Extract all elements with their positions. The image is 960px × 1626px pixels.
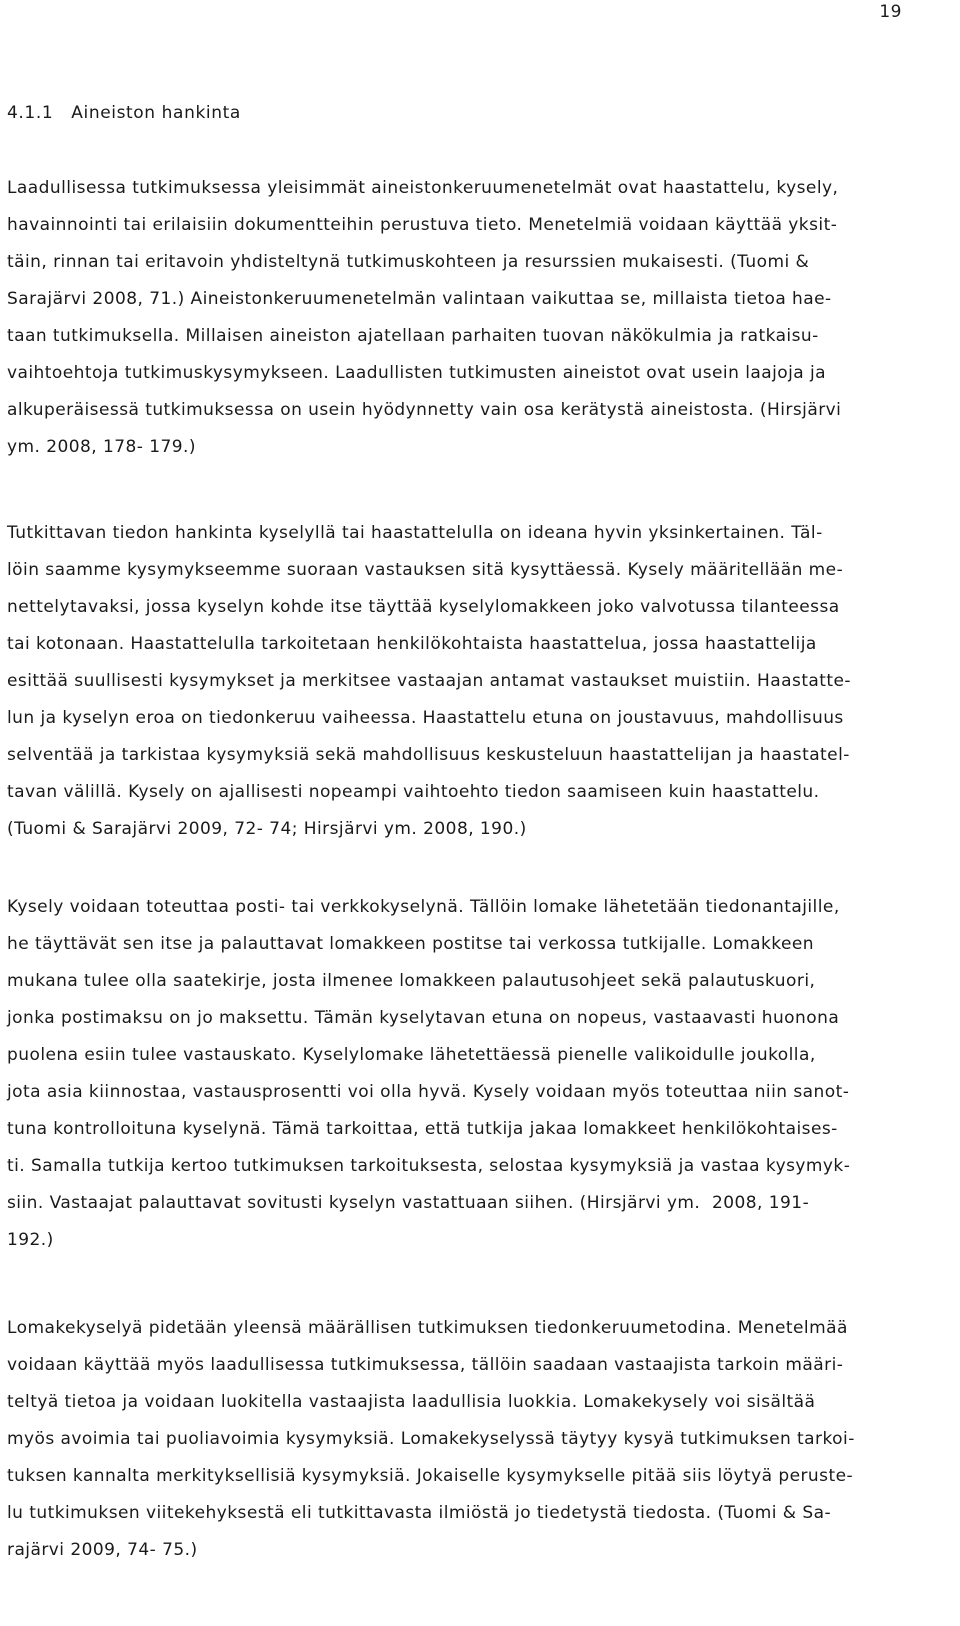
text-line: Kysely voidaan toteuttaa posti- tai verkkokyselynä. Tällöin lomake lähetetään tiedonantajille, (7, 897, 840, 917)
text-line: he täyttävät sen itse ja palauttavat lomakkeen postitse tai verkossa tutkijalle. Lomakkeen (7, 934, 814, 954)
text-line: tavan välillä. Kysely on ajallisesti nopeampi vaihtoehto tiedon saamiseen kuin haastattelu. (7, 782, 820, 802)
text-line: puolena esiin tulee vastauskato. Kyselylomake lähetettäessä pienelle valikoidulle joukolla, (7, 1045, 816, 1065)
text-line: selventää ja tarkistaa kysymyksiä sekä mahdollisuus keskusteluun haastattelijan ja haastatel- (7, 745, 850, 765)
text-line: ti. Samalla tutkija kertoo tutkimuksen tarkoituksesta, selostaa kysymyksiä ja vastaa kysymyk- (7, 1156, 851, 1176)
text-line: myös avoimia tai puoliavoimia kysymyksiä. Lomakekyselyssä täytyy kysyä tutkimuksen tarkoi- (7, 1429, 855, 1449)
text-line: löin saamme kysymykseemme suoraan vastauksen sitä kysyttäessä. Kysely määritellään me- (7, 560, 844, 580)
text-line: siin. Vastaajat palauttavat sovitusti kyselyn vastattuaan siihen. (Hirsjärvi ym. 2008, 191- (7, 1193, 810, 1213)
text-line: täin, rinnan tai eritavoin yhdisteltynä tutkimuskohteen ja resurssien mukaisesti. (Tuomi & (7, 252, 810, 272)
text-line: alkuperäisessä tutkimuksessa on usein hyödynnetty vain osa kerätystä aineistosta. (Hirsjärvi (7, 400, 842, 420)
text-line: esittää suullisesti kysymykset ja merkitsee vastaajan antamat vastaukset muistiin. Haastatte- (7, 671, 852, 691)
text-line: (Tuomi & Sarajärvi 2009, 72- 74; Hirsjärvi ym. 2008, 190.) (7, 819, 527, 839)
text-line: Tutkittavan tiedon hankinta kyselyllä tai haastattelulla on ideana hyvin yksinkertainen. Täl- (7, 523, 823, 543)
text-line: tai kotonaan. Haastattelulla tarkoitetaan henkilökohtaista haastattelua, jossa haastattelija (7, 634, 817, 654)
paragraph (7, 889, 850, 1259)
paragraph (7, 515, 851, 848)
text-line: vaihtoehtoja tutkimuskysymykseen. Laadullisten tutkimusten aineistot ovat usein laajoja ja (7, 363, 827, 383)
paragraph (7, 170, 841, 466)
text-line: ym. 2008, 178- 179.) (7, 437, 196, 457)
text-line: lu tutkimuksen viitekehyksestä eli tutkittavasta ilmiöstä jo tiedetystä tiedosta. (Tuomi & Sa- (7, 1503, 832, 1523)
text-line: Lomakekyselyä pidetään yleensä määrällisen tutkimuksen tiedonkeruumetodina. Menetelmää (7, 1318, 848, 1338)
text-line: lun ja kyselyn eroa on tiedonkeruu vaiheessa. Haastattelu etuna on joustavuus, mahdollisuus (7, 708, 844, 728)
text-line: mukana tulee olla saatekirje, josta ilmenee lomakkeen palautusohjeet sekä palautuskuori, (7, 971, 816, 991)
text-line: Sarajärvi 2008, 71.) Aineistonkeruumenetelmän valintaan vaikuttaa se, millaista tietoa hae- (7, 289, 832, 309)
paragraph (7, 1310, 855, 1569)
text-line: jonka postimaksu on jo maksettu. Tämän kyselytavan etuna on nopeus, vastaavasti huonona (7, 1008, 840, 1028)
text-line: tuksen kannalta merkityksellisiä kysymyksiä. Jokaiselle kysymykselle pitää siis löytyä peruste- (7, 1466, 854, 1486)
section-heading: 4.1.1 Aineiston hankinta (7, 103, 241, 123)
text-line: jota asia kiinnostaa, vastausprosentti voi olla hyvä. Kysely voidaan myös toteuttaa niin sanot- (7, 1082, 850, 1102)
text-line: tuna kontrolloituna kyselynä. Tämä tarkoittaa, että tutkija jakaa lomakkeet henkilökohtaises- (7, 1119, 838, 1139)
text-line: rajärvi 2009, 74- 75.) (7, 1540, 198, 1560)
text-line: havainnointi tai erilaisiin dokumentteihin perustuva tieto. Menetelmiä voidaan käyttää yksit- (7, 215, 838, 235)
page-number: 19 (879, 2, 902, 22)
text-line: taan tutkimuksella. Millaisen aineiston ajatellaan parhaiten tuovan näkökulmia ja ratkaisu- (7, 326, 819, 346)
text-line: teltyä tietoa ja voidaan luokitella vastaajista laadullisia luokkia. Lomakekysely voi sisältää (7, 1392, 816, 1412)
text-line: Laadullisessa tutkimuksessa yleisimmät aineistonkeruumenetelmät ovat haastattelu, kysely, (7, 178, 839, 198)
text-line: voidaan käyttää myös laadullisessa tutkimuksessa, tällöin saadaan vastaajista tarkoin määri- (7, 1355, 844, 1375)
text-line: 192.) (7, 1230, 54, 1250)
text-line: nettelytavaksi, jossa kyselyn kohde itse täyttää kyselylomakkeen joko valvotussa tilanteessa (7, 597, 840, 617)
